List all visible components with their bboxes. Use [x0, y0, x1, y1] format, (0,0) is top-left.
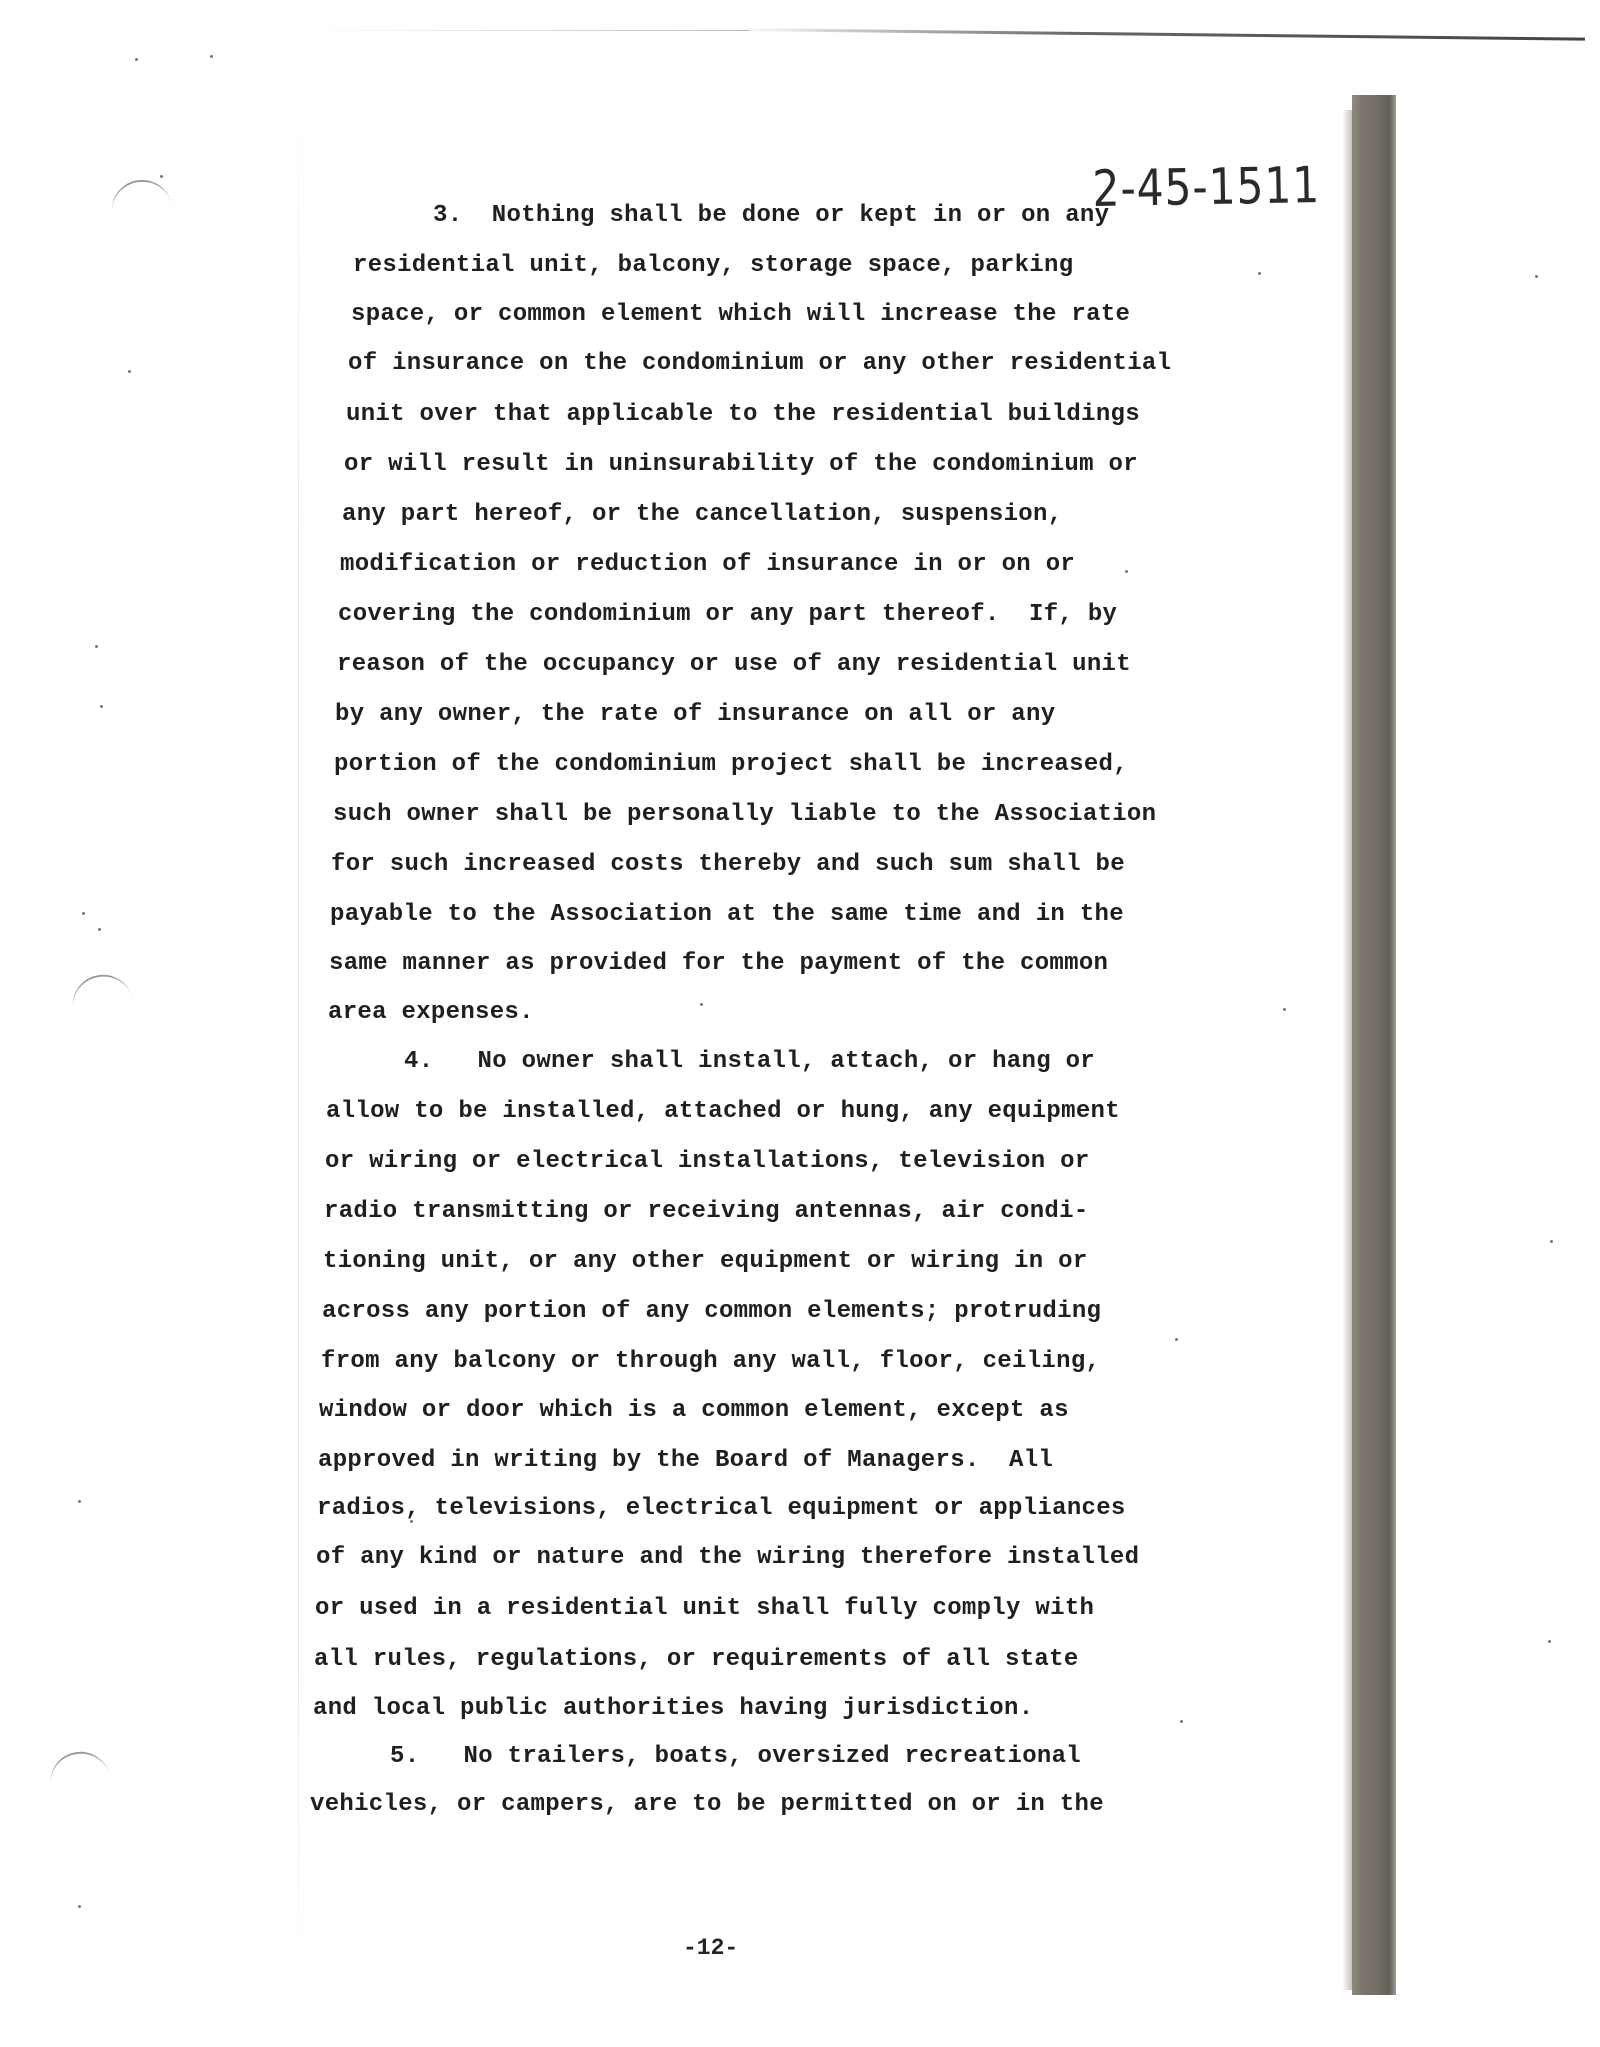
scan-speck: [100, 705, 103, 708]
scan-speck: [1550, 1240, 1553, 1243]
text-line: allow to be installed, attached or hung, any equipment: [326, 1098, 1120, 1125]
text-line: modification or reduction of insurance in or on or: [340, 551, 1076, 578]
text-line: all rules, regulations, or requirements of all state: [314, 1646, 1079, 1673]
scan-speck: [78, 1905, 81, 1908]
text-line: for such increased costs thereby and such sum shall be: [331, 851, 1125, 878]
text-line: and local public authorities having jurisdiction.: [313, 1695, 1034, 1722]
text-line: residential unit, balcony, storage space, parking: [353, 252, 1074, 279]
margin-mark: [67, 969, 132, 1013]
text-line: 4. No owner shall install, attach, or hang or: [404, 1048, 1096, 1075]
scan-speck: [700, 1003, 703, 1006]
text-line: by any owner, the rate of insurance on all or any: [335, 701, 1056, 728]
text-line: from any balcony or through any wall, floor, ceiling,: [321, 1348, 1101, 1375]
scan-speck: [1125, 570, 1128, 573]
text-line: payable to the Association at the same time and in the: [330, 901, 1124, 928]
scan-speck: [78, 1500, 81, 1503]
text-line: radios, televisions, electrical equipment or appliances: [317, 1495, 1126, 1522]
text-line: tioning unit, or any other equipment or wiring in or: [323, 1248, 1088, 1275]
scan-speck: [1283, 1008, 1286, 1011]
paper-left-edge: [298, 40, 299, 2000]
text-line: 5. No trailers, boats, oversized recreational: [390, 1743, 1082, 1770]
text-line: any part hereof, or the cancellation, suspension,: [342, 501, 1063, 528]
page-number: -12-: [683, 1935, 739, 1961]
margin-mark: [108, 176, 172, 216]
text-line: of insurance on the condominium or any other residential: [348, 350, 1172, 377]
text-line: area expenses.: [328, 999, 534, 1026]
scan-speck: [160, 175, 163, 178]
text-line: or wiring or electrical installations, television or: [325, 1148, 1090, 1175]
scan-speck: [135, 58, 138, 61]
text-line: such owner shall be personally liable to the Association: [333, 801, 1157, 828]
scan-speck: [82, 912, 85, 915]
paper-top-edge-faint: [300, 30, 750, 31]
text-line: radio transmitting or receiving antennas, air condi-: [324, 1198, 1089, 1225]
scan-speck: [98, 928, 101, 931]
text-line: reason of the occupancy or use of any residential unit: [337, 651, 1131, 678]
scan-speck: [1535, 275, 1538, 278]
scan-speck: [128, 370, 131, 373]
scan-speck: [1258, 272, 1261, 275]
text-line: or used in a residential unit shall fully comply with: [315, 1595, 1095, 1622]
text-line: or will result in uninsurability of the condominium or: [344, 451, 1138, 478]
text-line: vehicles, or campers, are to be permitted on or in the: [310, 1791, 1104, 1818]
text-line: covering the condominium or any part thereof. If, by: [338, 601, 1118, 628]
scan-speck: [95, 645, 98, 648]
scan-speck: [1548, 1640, 1551, 1643]
text-line: approved in writing by the Board of Managers. All: [318, 1447, 1054, 1474]
paper-top-edge: [735, 28, 1585, 41]
binding-bar: [1352, 95, 1396, 1995]
scan-speck: [210, 55, 213, 58]
scan-speck: [1180, 1720, 1183, 1723]
text-line: across any portion of any common elements; protruding: [322, 1298, 1102, 1325]
document-stamp-number: 2-45-1511: [1092, 156, 1321, 218]
text-line: window or door which is a common element, except as: [319, 1397, 1069, 1424]
text-line: of any kind or nature and the wiring therefore installed: [316, 1544, 1140, 1571]
text-line: same manner as provided for the payment of the common: [329, 950, 1109, 977]
text-line: 3. Nothing shall be done or kept in or on any: [433, 202, 1110, 229]
text-line: space, or common element which will increase the rate: [351, 301, 1131, 328]
margin-mark: [46, 1747, 111, 1789]
scan-speck: [1175, 1338, 1178, 1341]
text-line: portion of the condominium project shall be increased,: [334, 751, 1128, 778]
text-line: unit over that applicable to the residential buildings: [346, 401, 1140, 428]
